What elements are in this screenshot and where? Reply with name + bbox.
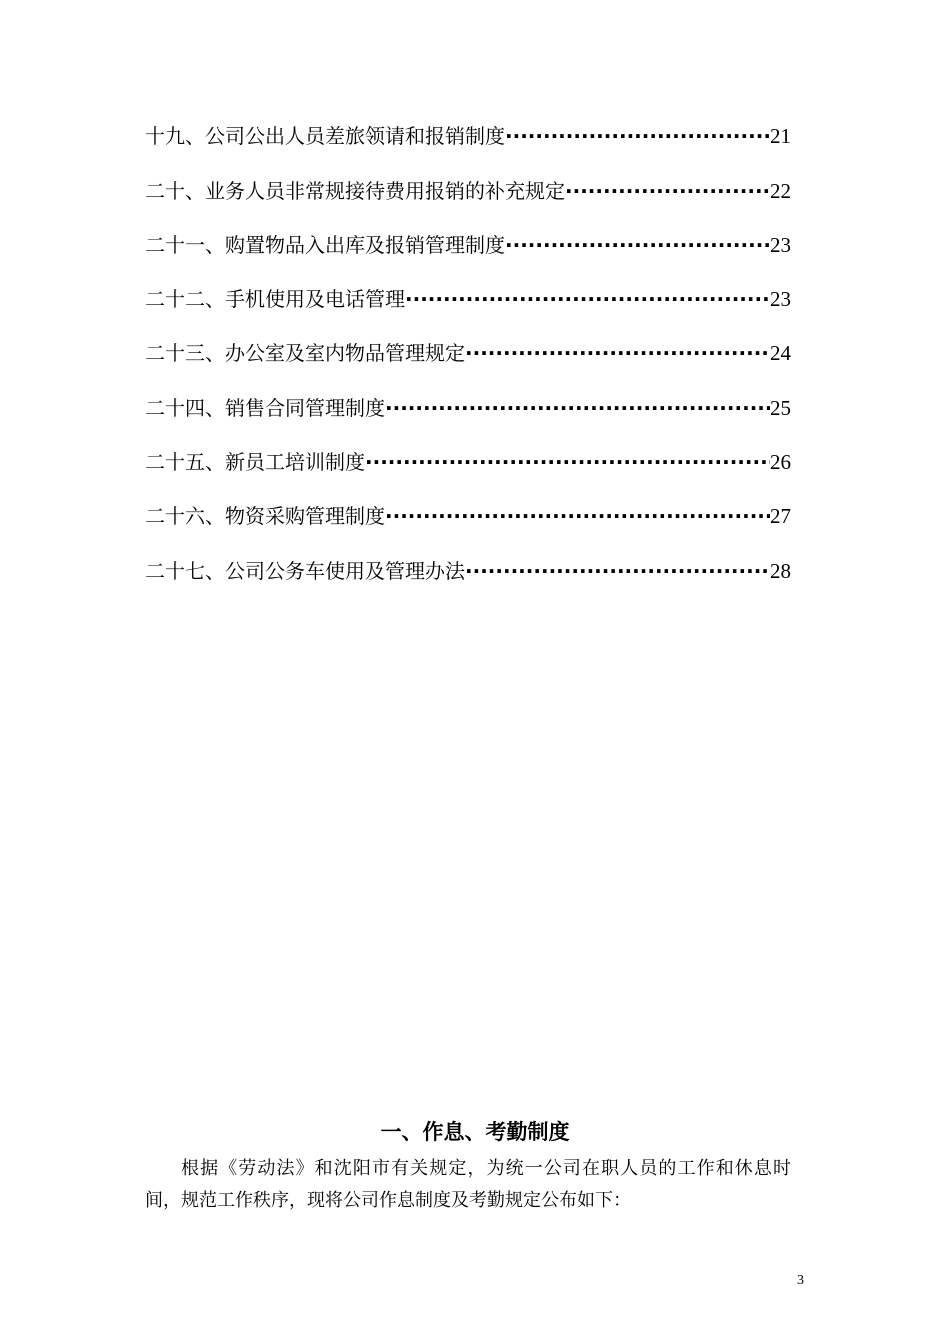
- toc-entry-title: 十九、公司公出人员差旅领请和报销制度: [145, 124, 505, 149]
- toc-dot-leader: [385, 504, 770, 528]
- toc-entry-page: 25: [770, 395, 791, 420]
- toc-entry-title: 二十四、销售合同管理制度: [145, 395, 385, 420]
- toc-entry[interactable]: [145, 108, 791, 162]
- toc-entry-page: 26: [770, 450, 791, 475]
- toc-entry-title: 二十二、手机使用及电话管理: [145, 287, 405, 312]
- toc-dot-leader: [565, 179, 770, 203]
- toc-entry-title: 二十六、物资采购管理制度: [145, 504, 385, 529]
- toc-entry-title: 二十三、办公室及室内物品管理规定: [145, 341, 465, 366]
- toc-dot-leader: [505, 233, 770, 257]
- toc-entry-page: 24: [770, 341, 791, 366]
- toc-entry-title: 二十七、公司公务车使用及管理办法: [145, 558, 465, 583]
- page-number: 3: [797, 1273, 804, 1288]
- toc-entry-page: 23: [770, 232, 791, 257]
- table-of-contents: [145, 108, 791, 597]
- toc-entry-title: 二十五、新员工培训制度: [145, 450, 365, 475]
- toc-entry-title: 二十一、购置物品入出库及报销管理制度: [145, 232, 505, 257]
- toc-dot-leader: [385, 396, 770, 420]
- toc-entry-page: 27: [770, 504, 791, 529]
- toc-entry[interactable]: [145, 271, 791, 325]
- toc-entry-page: 21: [770, 124, 791, 149]
- toc-dot-leader: [465, 559, 770, 583]
- toc-entry[interactable]: [145, 488, 791, 542]
- body-paragraph: 根据《劳动法》和沈阳市有关规定，为统一公司在职人员的工作和休息时间，规范工作秩序，现将公司作息制度及考勤规定公布如下：: [145, 1158, 791, 1211]
- toc-dot-leader: [405, 287, 770, 311]
- toc-entry[interactable]: [145, 542, 791, 596]
- toc-entry[interactable]: [145, 217, 791, 271]
- toc-dot-leader: [465, 341, 770, 365]
- toc-entry[interactable]: [145, 379, 791, 433]
- toc-dot-leader: [505, 124, 770, 148]
- toc-dot-leader: [365, 450, 770, 474]
- toc-entry-page: 23: [770, 287, 791, 312]
- toc-entry-page: 22: [770, 178, 791, 203]
- toc-entry[interactable]: [145, 325, 791, 379]
- toc-entry[interactable]: [145, 434, 791, 488]
- toc-entry-page: 28: [770, 558, 791, 583]
- toc-entry-title: 二十、业务人员非常规接待费用报销的补充规定: [145, 178, 565, 203]
- section-heading: 一、作息、考勤制度: [380, 1120, 570, 1144]
- toc-entry[interactable]: [145, 162, 791, 216]
